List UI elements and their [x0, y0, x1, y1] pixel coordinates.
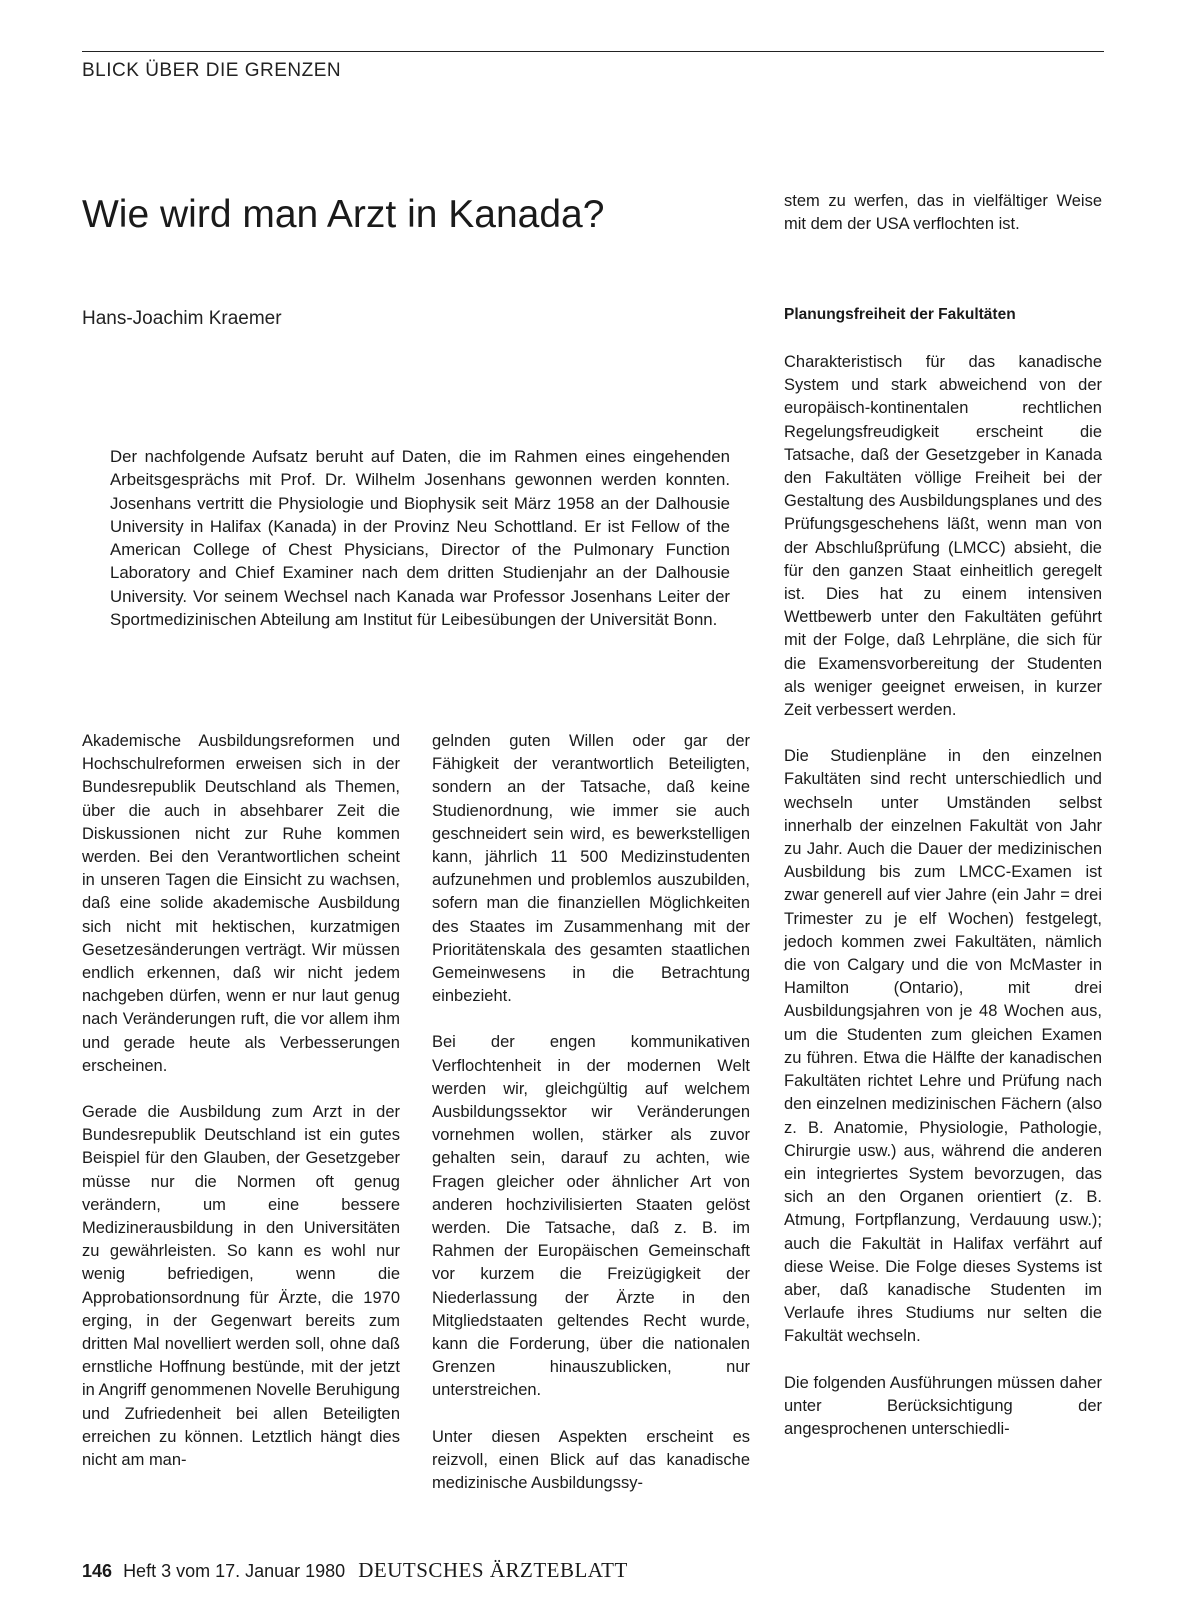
article-title: Wie wird man Arzt in Kanada?: [82, 193, 605, 236]
column-1: [82, 730, 400, 1472]
paragraph: Akademische Ausbildungsreformen und Hochschulreformen erweisen sich in der Bundesrepublik Deutschland als Themen, über die auch in absehbarer Zeit die Diskussionen nicht zur Ruhe kommen werden. Bei den Verantwortlichen scheint in unseren Tagen die Einsicht zu wachsen, daß eine solide akademische Ausbildung sich nicht mit hektischen, kurzatmigen Gesetzesänderungen verträgt. Wir müssen endlich erkennen, daß wir nicht jedem nachgeben dürfen, wenn er nur laut genug nach Veränderungen ruft, die vor allem ihm und gerade heute als Verbesserungen erscheinen.: [82, 732, 400, 1075]
paragraph: Die folgenden Ausführungen müssen daher unter Berücksichtigung der angesprochenen unterschiedli-: [784, 1373, 1102, 1438]
paragraph: Die Studienpläne in den einzelnen Fakultäten sind recht unterschiedlich und wechseln unter Umständen selbst innerhalb der einzelnen Fakultät von Jahr zu Jahr. Auch die Dauer der medizinischen Ausbildung bis zum LMCC-Examen ist zwar generell auf vier Jahre (ein Jahr = drei Trimester zu je elf Wochen) festgelegt, jedoch kommen zwei Fakultäten, nämlich die von Calgary und die von McMaster in Hamilton (Ontario), mit drei Ausbildungsjahren von je 48 Wochen aus, um die Studenten zum gleichen Examen zu führen. Etwa die Hälfte der kanadischen Fakultäten richtet Lehre und Prüfung nach den einzelnen medizinischen Fächern (also z. B. Anatomie, Physiologie, Pathologie, Chirurgie usw.) aus, während die anderen ein integriertes System bevorzugen, das sich an den Organen orientiert (z. B. Atmung, Fortpflanzung, Verdauung usw.); auch die Fakultät in Halifax verfährt auf diese Weise. Die Folge dieses Systems ist aber, daß kanadische Studenten im Verlaufe ihres Studiums nur selten die Fakultät wechseln.: [784, 747, 1102, 1346]
paragraph: gelnden guten Willen oder gar der Fähigkeit der verantwortlich Beteiligten, sondern an der Tatsache, daß keine Studienordnung, wie immer sie auch geschneidert sein wird, es bewerkstelligen kann, jährlich 11 500 Medizinstudenten aufzunehmen und problemlos auszubilden, sofern man die finanziellen Möglichkeiten des Staates im Zusammenhang mit der Prioritätenskala des gesamten staatlichen Gemeinwesens in die Betrachtung einbezieht.: [432, 732, 750, 1006]
column-3: [784, 351, 1102, 1441]
issue-info: Heft 3 vom 17. Januar 1980: [123, 1561, 346, 1581]
subheading: Planungsfreiheit der Fakultäten: [784, 306, 1016, 323]
page-footer: [82, 1558, 628, 1583]
column-2: [432, 730, 750, 1495]
paragraph: Charakteristisch für das kanadische System und stark abweichend von der europäisch-kontinentalen rechtlichen Regelungsfreudigkeit erscheint die Tatsache, daß der Gesetzgeber in Kanada den Fakultäten völlige Freiheit bei der Gestaltung des Ausbildungsplanes und des Prüfungsgeschehens läßt, wenn man von der Abschlußprüfung (LMCC) absieht, die für den ganzen Staat einheitlich geregelt ist. Dies hat zu einem intensiven Wettbewerb unter den Fakultäten geführt mit der Folge, daß Lehrpläne, die sich für die Examensvorbereitung der Studenten als weniger geeignet erweisen, in kurzer Zeit verbessert werden.: [784, 353, 1102, 720]
paragraph: stem zu werfen, das in vielfältiger Weise mit dem der USA verflochten ist.: [784, 192, 1102, 234]
paragraph: Gerade die Ausbildung zum Arzt in der Bundesrepublik Deutschland ist ein gutes Beispiel für den Glauben, der Gesetzgeber müsse nur die Normen oft genug verändern, um eine bessere Medizinerausbildung in den Universitäten zu gewährleisten. So kann es wohl nur wenig befriedigen, wenn die Approbationsordnung für Ärzte, die 1970 erging, in der Gegenwart bereits zum dritten Mal novelliert werden soll, ohne daß ernstliche Hoffnung bestünde, mit der jetzt in Angriff genommenen Novelle Beruhigung und Zufriedenheit bei allen Beteiligten erreichen zu können. Letztlich hängt dies nicht am man-: [82, 1103, 400, 1470]
column-3-continuation: [784, 190, 1102, 236]
abstract-text: Der nachfolgende Aufsatz beruht auf Daten, die im Rahmen eines eingehenden Arbeitsgesprächs mit Prof. Dr. Wilhelm Josenhans gewonnen werden konnten. Josenhans vertritt die Physiologie und Biophysik seit März 1958 an der Dalhousie University in Halifax (Kanada) in der Provinz Neu Schottland. Er ist Fellow of the American College of Chest Physicians, Director of the Pulmonary Function Laboratory and Chief Examiner nach dem dritten Studienjahr an der Dalhousie University. Vor seinem Wechsel nach Kanada war Professor Josenhans Leiter der Sportmedizinischen Abteilung am Institut für Leibesübungen der Universität Bonn.: [110, 447, 730, 630]
page-number: 146: [82, 1561, 113, 1581]
section-label: BLICK ÜBER DIE GRENZEN: [82, 60, 342, 81]
paragraph: Unter diesen Aspekten erscheint es reizvoll, einen Blick auf das kanadische medizinische Ausbildungssy-: [432, 1427, 750, 1493]
article-author: Hans-Joachim Kraemer: [82, 308, 282, 329]
paragraph: Bei der engen kommunikativen Verflochtenheit in der modernen Welt werden wir, gleichgültig auf welchem Ausbildungssektor wir Veränderungen vornehmen wollen, stärker als zuvor gehalten sein, darauf zu achten, wie Fragen gleicher oder ähnlicher Art von anderen hochzivilisierten Staaten gelöst werden. Die Tatsache, daß z. B. im Rahmen der Europäischen Gemeinschaft vor kurzem die Freizügigkeit der Niederlassung der Ärzte in den Mitgliedstaaten geltendes Recht wurde, kann die Forderung, über die nationalen Grenzen hinauszublicken, nur unterstreichen.: [432, 1033, 750, 1400]
abstract: [110, 445, 730, 631]
header-rule: [82, 51, 1104, 52]
journal-name: DEUTSCHES ÄRZTEBLATT: [358, 1558, 628, 1582]
